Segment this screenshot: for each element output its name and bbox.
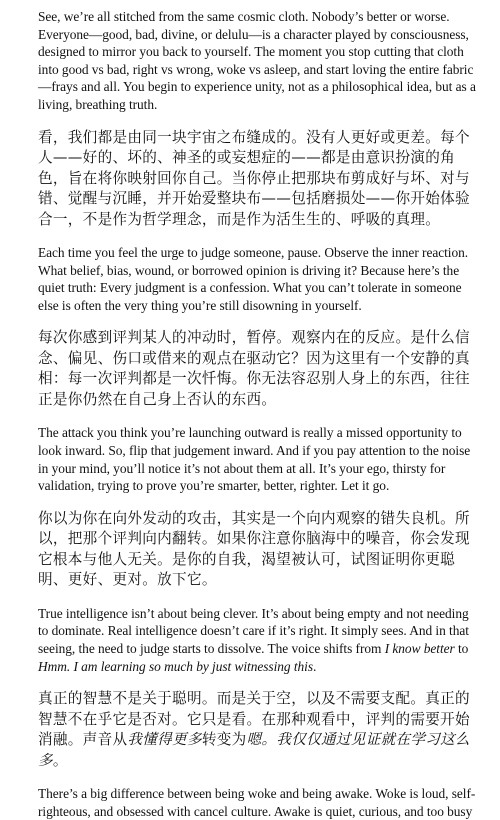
quote-i-know-better: I know better — [384, 641, 455, 656]
paragraph-4-chinese-text-a: 真正的智慧不是关于聪明。而是关于空，以及不需要支配。真正的智慧不在乎它是否对。它只是看。在那种观看中，评判的需要开始消融。声音从 — [38, 690, 470, 749]
paragraph-4-english-text-a: True intelligence isn’t about being clever. It’s about being empty and not needing to dominate. Real intelligence doesn’t care if it’s right. It simply sees. And in that seeing, the need to judge starts to dissolve. The voice shifts from — [38, 605, 469, 656]
paragraph-5-english: There’s a big difference between being woke and being awake. Woke is loud, self-righteous, and obsessed with cancel culture. Awake is quiet, curious, and too busy — [38, 786, 476, 819]
paragraph-1-chinese: 看，我们都是由同一块宇宙之布缝成的。没有人更好或更差。每个人——好的、坏的、神圣的或妄想症的——都是由意识扮演的角色，旨在将你映射回你自己。当你停止把那块布剪成好与坏、对与错、觉醒与沉睡，并开始爱整块布——包括磨损处——你开始体验合一，不是作为哲学理念，而是作为活生生的、呼吸的真理。 — [38, 128, 470, 228]
paragraph-4-chinese — [38, 689, 478, 771]
paragraph-3-chinese: 你以为你在向外发动的攻击，其实是一个向内观察的错失良机。所以，把那个评判向内翻转。如果你注意你脑海中的噪音，你会发现它根本与他人无关。是你的自我，渴望被认可，试图证明你更聪明、更好、更对。放下它。 — [38, 509, 470, 589]
paragraph-1-english: See, we’re all stitched from the same cosmic cloth. Nobody’s better or worse. Everyone—good, bad, divine, or delulu—is a character played by consciousness, designed to mirror you back to yourself. The moment you stop cutting that cloth into good vs bad, right vs wrong, woke vs asleep, and start loving the entire fabric—frays and all. You begin to experience unity, not as a philosophical idea, but as a living, breathing truth. — [38, 9, 476, 112]
quote-zh-learning-by-witnessing: 嗯。我仅仅通过见证就在学习这么多 — [38, 731, 470, 769]
paragraph-4-chinese-text-c: 。 — [52, 751, 68, 769]
paragraph-4-english-text-b: to — [454, 641, 469, 656]
paragraph-2-chinese: 每次你感到评判某人的冲动时，暂停。观察内在的反应。是什么信念、偏见、伤口或借来的观点在驱动它？因为这里有一个安静的真相：每一次评判都是一次忏悔。你无法容忍别人身上的东西，往往正是你仍然在自己身上否认的东西。 — [38, 329, 470, 408]
paragraph-4-english-text-c: . — [312, 658, 317, 674]
paragraph-2-english: Each time you feel the urge to judge someone, pause. Observe the inner reaction. What belief, bias, wound, or borrowed opinion is driving it? Because here’s the quiet truth: Every judgment is a confession. What you can’t tolerate in someone else is often the very thing you’re still disowning in yourself. — [38, 245, 469, 313]
quote-learning-by-witnessing: Hmm. I am learning so much by just witnessing this — [38, 658, 313, 674]
paragraph-4-chinese-text-b: 转变为 — [201, 731, 247, 749]
quote-zh-i-know-better: 我懂得更多 — [127, 731, 202, 749]
paragraph-3-english: The attack you think you’re launching outward is really a missed opportunity to look inward. So, flip that judgement inward. And if you pay attention to the noise in your mind, you’ll notice it’s not about them at all. It’s your ego, thirsty for validation, trying to prove you’re smarter, better, righter. Let it go. — [38, 425, 471, 494]
paragraph-4-english — [38, 605, 478, 675]
